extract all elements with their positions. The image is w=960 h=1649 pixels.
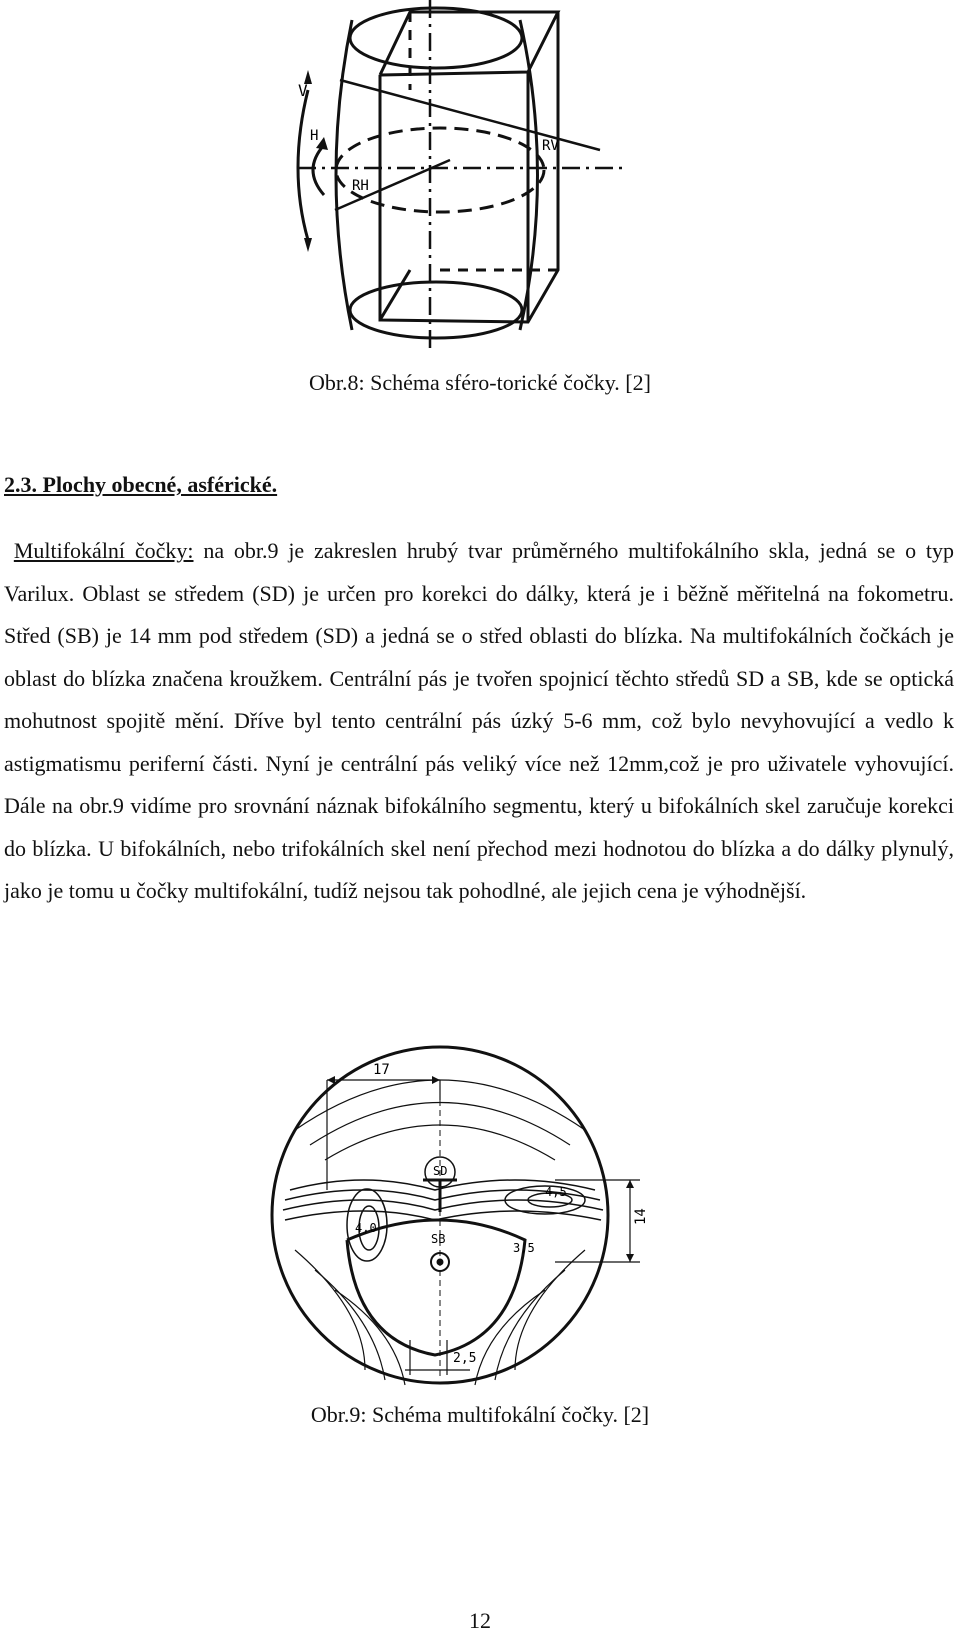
label-rv: RV <box>542 138 559 154</box>
label-h: H <box>310 128 319 144</box>
section-heading: 2.3. Plochy obecné, asférické. <box>4 472 278 497</box>
paragraph-text: na obr.9 je zakreslen hrubý tvar průměrného multifokálního skla, jedná se o typ Varilux. Oblast se středem (SD) je určen pro korekci do dálky, která je i běžně měřitelná na fokometru. Střed (SB) je 14 mm pod středem (SD) a jedná se o střed oblasti do blízka. Na multifokálních čočkách je oblast do blízka značena kroužkem. Centrální pás je tvořen spojnicí těchto středů SD a SB, kde se optická mohutnost spojitě mění. Dříve byl tento centrální pás úzký 5-6 mm, což bylo nevyhovující a vedlo k astigmatismu periferní části. Nyní je centrální pás veliký více než 12mm,což je pro uživatele vyhovující. Dále na obr.9 vidíme pro srovnání náznak bifokálního segmentu, který u bifokálních skel zaručuje korekci do blízka. U bifokálních, nebo trifokálních skel není přechod mezi hodnotou do blízka a do dálky plynulý, jako je tomu u čočky multifokální, tudíž nejsou tak pohodlné, ale jejich cena je výhodnější. <box>4 538 955 903</box>
dimension-17: 17 <box>373 1062 390 1078</box>
contour-4-0: 4,0 <box>355 1221 377 1235</box>
contour-3-5: 3,5 <box>513 1241 535 1255</box>
body-paragraph <box>4 530 954 913</box>
figure-8-sphero-toric-schematic <box>280 0 650 350</box>
figure-9-multifocal-schematic <box>255 1040 685 1390</box>
label-sb: SB <box>431 1232 446 1246</box>
dimension-14: 14 <box>633 1208 649 1225</box>
figure-8-caption: Obr.8: Schéma sféro-torické čočky. [2] <box>309 370 651 395</box>
label-v: V <box>298 81 308 100</box>
label-sd: SD <box>433 1164 448 1178</box>
label-rh: RH <box>352 178 369 194</box>
page-number: 12 <box>469 1608 491 1633</box>
dimension-2-5: 2,5 <box>453 1351 477 1366</box>
contour-4-5: 4,5 <box>545 1185 567 1199</box>
figure-9-caption: Obr.9: Schéma multifokální čočky. [2] <box>310 1402 650 1427</box>
paragraph-term: Multifokální čočky: <box>13 538 194 563</box>
